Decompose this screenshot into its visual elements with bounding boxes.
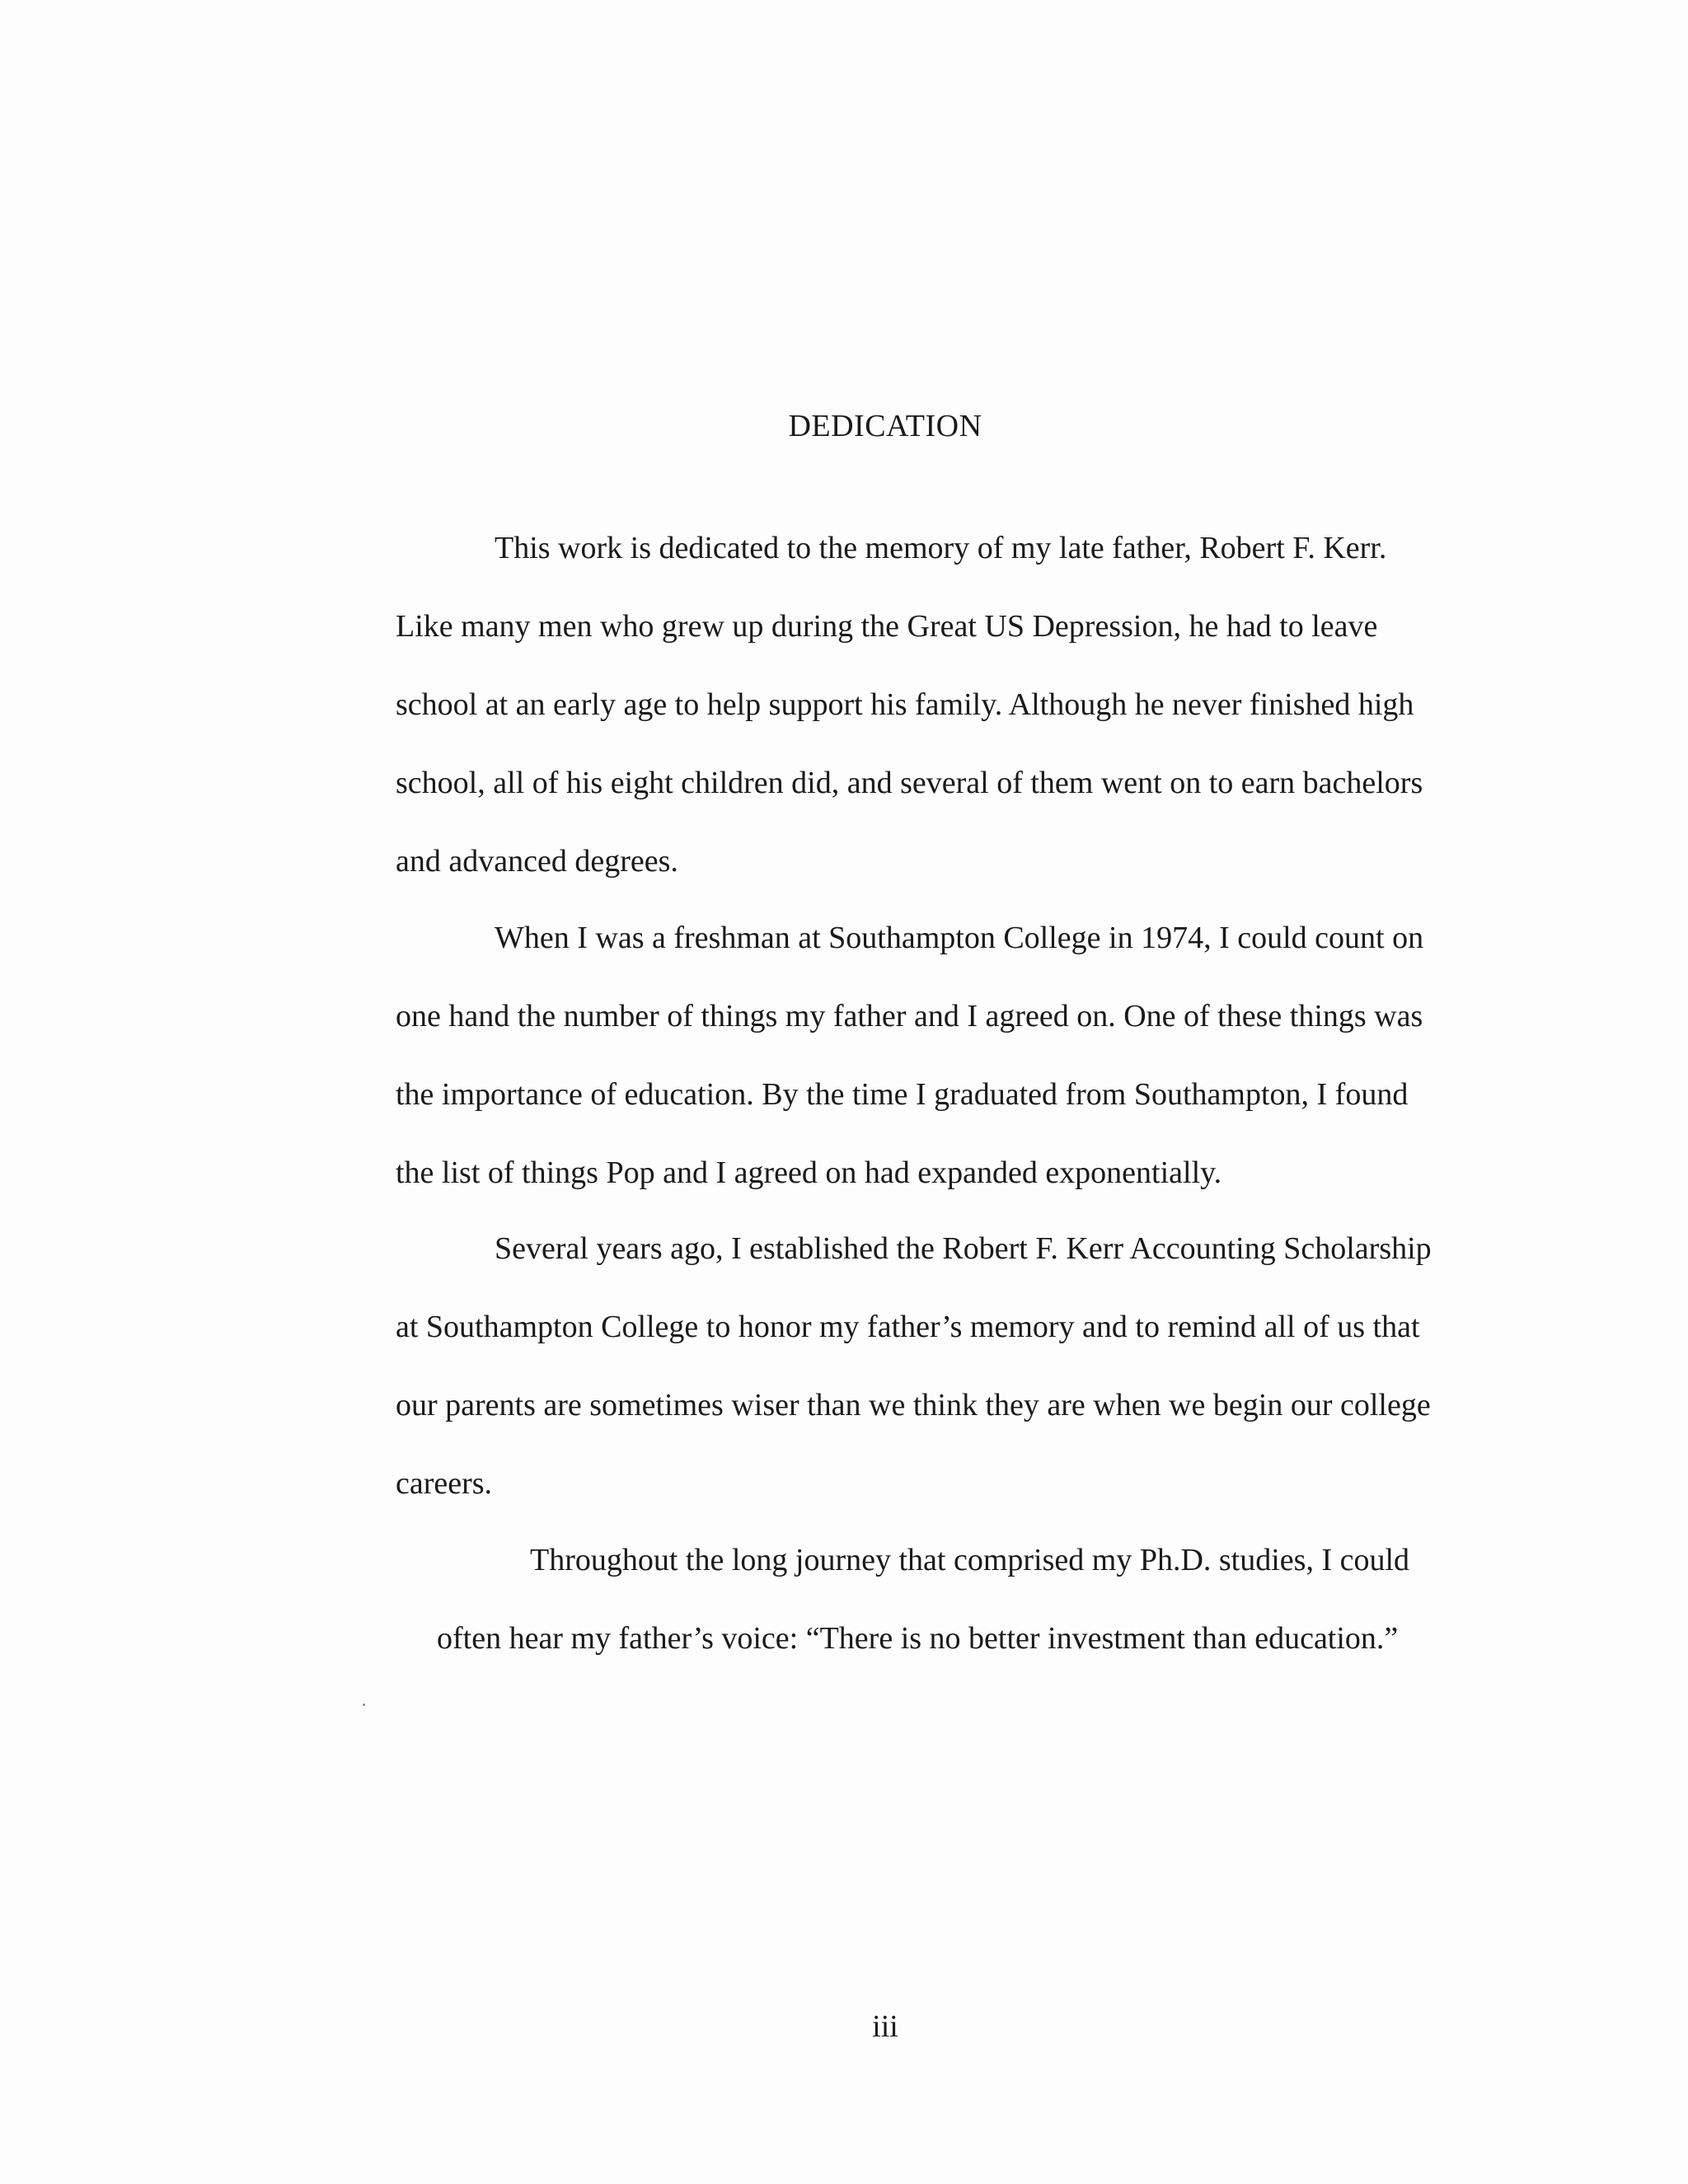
paragraph-line: Several years ago, I established the Robert F. Kerr Accounting Scholarship (495, 1231, 1432, 1266)
paragraph-line: our parents are sometimes wiser than we think they are when we begin our college (396, 1388, 1431, 1422)
page-title: DEDICATION (788, 409, 982, 443)
paragraph-line: the list of things Pop and I agreed on had expanded exponentially. (396, 1155, 1222, 1190)
paragraph-line: Throughout the long journey that comprised my Ph.D. studies, I could (530, 1543, 1410, 1577)
paragraph-line: school, all of his eight children did, and several of them went on to earn bachelors (396, 766, 1423, 800)
paragraph-line: the importance of education. By the time I graduated from Southampton, I found (396, 1077, 1409, 1112)
page-number: iii (872, 2009, 898, 2044)
scan-speck (363, 1704, 365, 1706)
paragraph-line: When I was a freshman at Southampton College in 1974, I could count on (495, 921, 1424, 955)
paragraph-line: This work is dedicated to the memory of my late father, Robert F. Kerr. (495, 531, 1387, 565)
paragraph-line: often hear my father’s voice: “There is no better investment than education.” (437, 1621, 1399, 1656)
paragraph-line: Like many men who grew up during the Great US Depression, he had to leave (396, 609, 1378, 644)
paragraph-line: and advanced degrees. (396, 844, 678, 879)
paragraph-line: careers. (396, 1466, 493, 1501)
paragraph-line: at Southampton College to honor my father’s memory and to remind all of us that (396, 1310, 1420, 1344)
paragraph-line: one hand the number of things my father and I agreed on. One of these things was (396, 999, 1423, 1033)
paragraph-line: school at an early age to help support his family. Although he never finished high (396, 687, 1414, 722)
